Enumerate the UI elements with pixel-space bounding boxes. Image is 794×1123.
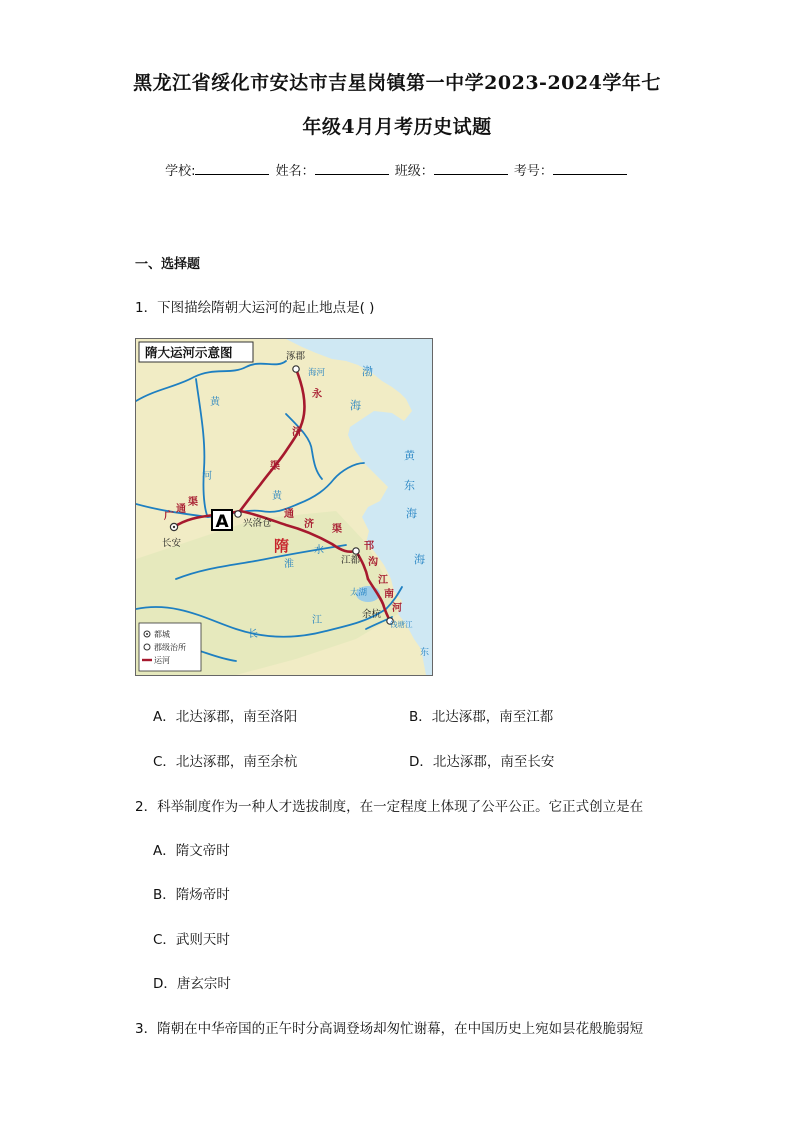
jiangnan-char-2: 南 [384, 589, 394, 600]
yongji-char-1: 永 [312, 389, 322, 400]
q1-option-c[interactable]: C．北达涿郡，南至余杭 [153, 754, 298, 770]
donghai-char-2: 海 [406, 507, 417, 520]
jiangnan-char-3: 河 [392, 603, 402, 614]
jiangdu-label: 江都 [341, 555, 361, 566]
zhuojun-label: 涿郡 [286, 351, 306, 362]
huanghai-label: 黄 [404, 449, 415, 462]
legend-prefecture-symbol [144, 644, 150, 650]
q2-option-a[interactable]: A．隋文帝时 [153, 843, 230, 859]
hai-edge-label: 海 [414, 553, 425, 566]
q2-option-c[interactable]: C．武则天时 [153, 932, 230, 948]
legend-canal-label: 运河 [154, 656, 170, 665]
student-info-row [0, 160, 794, 179]
taihu-label: 太湖 [350, 588, 368, 598]
yongji-char-3: 渠 [270, 461, 280, 472]
name-label: 姓名： [275, 164, 315, 179]
tongji-char-3: 渠 [332, 524, 342, 535]
tongji-char-2: 济 [304, 519, 314, 530]
class-blank[interactable] [434, 160, 508, 175]
xingluocang-label: 兴洛仓 [243, 518, 272, 529]
donghai-char-1: 东 [404, 479, 415, 492]
yongji-char-2: 济 [292, 427, 302, 438]
hangou-char-2: 沟 [368, 557, 378, 568]
bohai-char-2: 海 [350, 399, 361, 412]
legend-capital-label: 都城 [154, 630, 170, 639]
class-label: 班级： [394, 164, 434, 179]
q1-option-d[interactable]: D．北达涿郡，南至长安 [409, 754, 555, 770]
xingluocang-marker [235, 511, 241, 517]
haihe-label: 海河 [308, 368, 326, 378]
tongji-char-1: 通 [284, 509, 294, 520]
sui-region-label: 隋 [274, 537, 290, 555]
huang-mid-label: 黄 [272, 491, 282, 502]
q2-option-d[interactable]: D．唐玄宗时 [153, 976, 231, 992]
q1-option-b[interactable]: B．北达涿郡，南至江都 [409, 709, 554, 725]
qiantangjiang-label: 钱塘江 [390, 620, 413, 629]
guangtong-char-2: 通 [176, 504, 186, 515]
guangtong-char-3: 渠 [188, 497, 198, 508]
huai-label: 淮 [284, 559, 294, 570]
yuhang-label: 余杭 [362, 609, 382, 620]
chang-label: 长 [248, 629, 258, 640]
jiangnan-char-1: 江 [378, 575, 388, 586]
location-a-label: A [215, 512, 229, 532]
question-3-stem: 3．隋朝在中华帝国的正午时分高调登场却匆忙谢幕，在中国历史上宛如昙花般脆弱短 [135, 1021, 644, 1037]
shui-label: 水 [314, 545, 324, 556]
name-blank[interactable] [315, 160, 389, 175]
sui-grand-canal-map [135, 338, 433, 676]
section-heading: 一、选择题 [135, 257, 201, 272]
hangou-char-1: 邗 [364, 541, 374, 552]
zhuojun-marker [293, 366, 299, 372]
question-2-stem: 2．科举制度作为一种人才选拔制度，在一定程度上体现了公平公正。它正式创立是在 [135, 799, 644, 815]
exam-title-line-2: 年级4月月考历史试题 [302, 116, 492, 138]
school-blank[interactable] [195, 160, 269, 175]
legend-prefecture-label: 郡级治所 [154, 643, 186, 652]
jiang-label: 江 [312, 615, 322, 626]
exam-title-line-1: 黑龙江省绥化市安达市吉星岗镇第一中学2023-2024学年七 [133, 72, 661, 94]
huanghe-west-label: 河 [202, 471, 212, 482]
school-label: 学校: [165, 164, 196, 179]
exam-number-label: 考号： [513, 164, 553, 179]
huanghe-north-label: 黄 [210, 397, 220, 408]
changan-label: 长安 [162, 538, 182, 549]
exam-number-blank[interactable] [553, 160, 627, 175]
dong-edge-label: 东 [420, 648, 430, 658]
q2-option-b[interactable]: B．隋炀帝时 [153, 887, 230, 903]
bohai-char-1: 渤 [362, 365, 373, 378]
guangtong-char-1: 广 [164, 511, 174, 522]
question-1-stem: 1．下图描绘隋朝大运河的起止地点是( ) [135, 300, 375, 316]
q1-option-a[interactable]: A．北达涿郡，南至洛阳 [153, 709, 298, 725]
jiangdu-marker [353, 548, 359, 554]
map-title: 隋大运河示意图 [145, 345, 233, 360]
